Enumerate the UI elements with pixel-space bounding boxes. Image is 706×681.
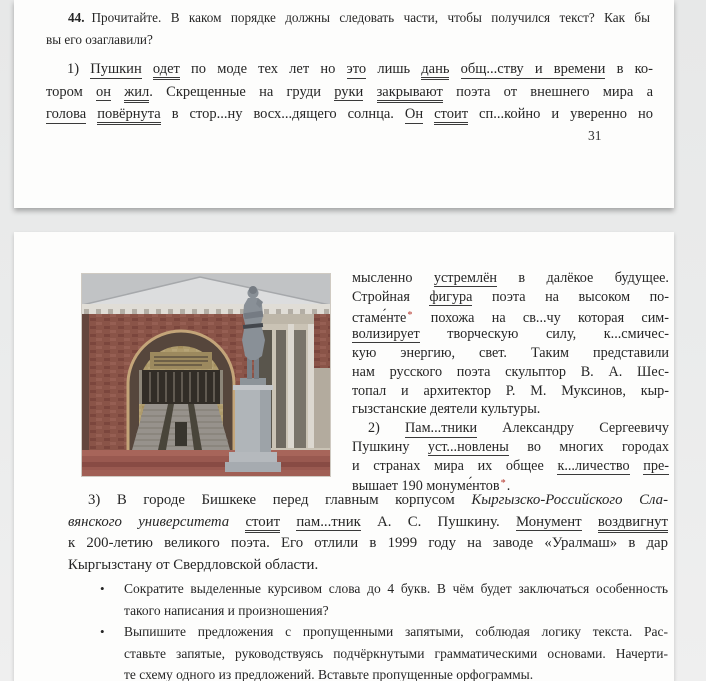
text-run: . xyxy=(506,478,511,494)
page-number: 31 xyxy=(588,128,602,143)
text-run: он xyxy=(96,83,112,100)
pushkin-monument-photo xyxy=(82,274,330,476)
text-line xyxy=(46,7,650,29)
text-run: нам русского поэта скульптор В. А. Шес- xyxy=(352,363,669,380)
text-run: 3) В городе Бишкеке перед главным корпусом xyxy=(88,492,472,508)
text-run xyxy=(624,310,641,326)
text-run: в стор...ну восх...дящего солнца. xyxy=(160,106,405,123)
text-line xyxy=(46,58,653,81)
text-line xyxy=(124,600,668,622)
text-run: стоит xyxy=(245,514,280,533)
text-run: закрывают xyxy=(377,84,443,103)
text-run: стаме́нте xyxy=(352,309,407,326)
text-run xyxy=(449,61,460,77)
text-run: Кыргызско-Российского Сла- xyxy=(471,492,668,508)
text-run: гызстанские деятели культуры. xyxy=(352,401,541,418)
bullet-text xyxy=(124,621,668,681)
text-run: 190 монуме́нтов xyxy=(397,478,500,494)
text-line xyxy=(68,490,668,512)
text-run: пре- xyxy=(643,458,669,476)
text-line xyxy=(68,512,668,534)
bullet-marker-icon: • xyxy=(100,581,105,596)
textbook-page-fragment-bottom xyxy=(14,232,674,681)
text-line xyxy=(352,307,669,326)
text-run: руки xyxy=(334,83,364,100)
text-run: на св...чу xyxy=(474,309,579,326)
text-run: в ко- xyxy=(605,61,653,77)
text-run: вы его озаглавили? xyxy=(46,32,153,47)
text-run: которая xyxy=(578,309,625,326)
text-run: . Скрещенные на груди xyxy=(149,83,335,100)
text-line xyxy=(68,555,668,577)
text-run: такого написания и произношения? xyxy=(124,602,329,618)
text-run: в далёкое будущее. xyxy=(497,270,669,286)
text-run: к...личество xyxy=(557,457,630,474)
text-line xyxy=(352,288,669,307)
text-line xyxy=(68,533,668,555)
bullet-item xyxy=(87,578,668,621)
text-run: А. С. Пушкину. xyxy=(360,513,516,530)
text-run: Кыргызстану от Свердловской области. xyxy=(68,556,319,573)
text-run: сим- xyxy=(641,310,669,326)
exercise-44-instruction xyxy=(46,7,650,51)
text-run: пам...тник xyxy=(296,513,361,530)
text-line xyxy=(46,29,650,51)
text-line xyxy=(124,621,668,643)
text-run: Монумент xyxy=(515,513,582,530)
text-run: 2) xyxy=(368,420,406,436)
text-run: воздвигнут xyxy=(598,514,668,533)
text-line xyxy=(352,457,669,476)
exercise-text-part-3 xyxy=(68,490,668,576)
bullet-item xyxy=(87,621,668,681)
text-run: Пушкин xyxy=(90,61,142,77)
text-line xyxy=(124,578,668,600)
text-run: и странах мира их общее xyxy=(352,457,558,474)
textbook-page-fragment-top xyxy=(14,0,674,208)
text-run: поэта от внешнего мира а xyxy=(442,83,653,100)
text-run: устремлён xyxy=(434,270,497,288)
text-run: поэта на высоком по- xyxy=(472,288,669,305)
text-run: Выпишите предложения с пропущенными запятыми, соблюдая логику текста. Рас- xyxy=(124,624,668,639)
monument-photo-graphic xyxy=(82,274,330,476)
text-run: общ...ству и времени xyxy=(460,61,606,77)
text-line xyxy=(352,438,669,457)
text-line xyxy=(46,81,653,104)
text-line xyxy=(46,103,653,126)
text-run: лишь xyxy=(366,61,422,77)
text-run: во многих городах xyxy=(508,438,669,455)
footnote-asterisk: * xyxy=(500,478,506,490)
footnote-asterisk: * xyxy=(407,309,413,321)
text-line xyxy=(352,382,669,401)
text-run xyxy=(423,106,434,122)
text-run: 44. xyxy=(68,10,85,25)
bullet-text xyxy=(124,578,668,621)
text-run: мысленно xyxy=(352,270,434,286)
text-run: топал и архитектор Р. М. Муксинов, кыр- xyxy=(352,382,669,399)
text-line xyxy=(124,643,668,665)
text-run: Александру Сергеевичу xyxy=(477,420,669,436)
text-run: творческую силу, к...смичес- xyxy=(419,326,669,343)
text-run: уст...новлены xyxy=(428,439,509,457)
text-run: это xyxy=(346,61,367,77)
text-line xyxy=(352,363,669,382)
task-bullet-list xyxy=(87,578,668,681)
text-line xyxy=(352,269,669,288)
text-run xyxy=(111,84,124,100)
text-run: Сократите выделенные курсивом слова до 4 букв. В чём будет заключаться особенность xyxy=(124,581,668,596)
text-line xyxy=(352,325,669,344)
text-line xyxy=(352,344,669,363)
text-run: к 200-летию великого поэта. Его отлили в 1999 году на заводе «Уралмаш» в дар xyxy=(68,535,668,552)
text-run: тором xyxy=(46,83,97,100)
text-run xyxy=(363,84,376,100)
text-run xyxy=(280,514,296,530)
text-run xyxy=(86,106,97,122)
text-run: ставьте запятые, руководствуясь подчёркнутыми грамматическими основами. Начерти- xyxy=(124,645,668,661)
text-run: по моде тех лет но xyxy=(179,61,347,77)
text-line xyxy=(352,419,669,438)
text-run: 1) xyxy=(67,61,91,77)
exercise-text-part-1 xyxy=(46,58,653,126)
text-run: стоит xyxy=(434,106,468,125)
text-run: Стройная xyxy=(352,288,430,305)
text-run: фигура xyxy=(429,288,473,305)
text-run: Пушкину xyxy=(352,438,428,455)
exercise-text-column xyxy=(352,269,669,494)
text-run: Он xyxy=(404,106,424,123)
text-run xyxy=(142,61,153,77)
text-run: сп...койно и уверенно но xyxy=(468,106,653,123)
text-line xyxy=(352,400,669,419)
text-run: жил xyxy=(124,84,149,103)
text-run: одет xyxy=(153,61,180,80)
text-run: Прочитайте. В каком порядке должны следовать части, чтобы получился текст? Как бы xyxy=(91,10,650,25)
text-run xyxy=(229,514,245,530)
text-run: вянского университета xyxy=(68,513,230,530)
text-line xyxy=(124,664,668,681)
text-run: похожа xyxy=(431,310,475,326)
text-run: голова xyxy=(46,106,87,123)
text-run: те схему одного из предложений. Вставьте пропущенные орфограммы. xyxy=(124,667,534,681)
text-run xyxy=(582,514,598,530)
text-run: Пам...тники xyxy=(405,420,478,436)
text-run: волизирует xyxy=(352,326,420,344)
text-run xyxy=(413,310,430,326)
text-run: повёрнута xyxy=(97,106,161,125)
text-run: кую энергию, свет. Таким представили xyxy=(352,345,669,361)
text-run xyxy=(630,458,644,474)
bullet-marker-icon: • xyxy=(100,624,105,639)
text-run: дань xyxy=(421,61,449,80)
text-run: вышает xyxy=(352,478,398,494)
